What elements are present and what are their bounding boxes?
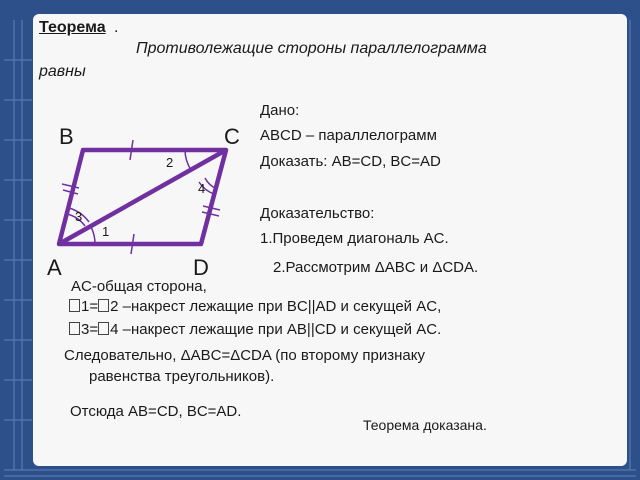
- slide: [33, 14, 627, 466]
- diagonal-ac: [59, 150, 226, 244]
- vertex-label-d: D: [193, 255, 209, 280]
- proof-result: Отсюда AB=CD, BC=AD.: [70, 403, 242, 420]
- proof-common-side: AC-общая сторона,: [71, 278, 207, 295]
- proof-label: Доказательство:: [260, 205, 375, 222]
- angle-number-2: 2: [166, 155, 174, 170]
- prove-text: Доказать: AB=CD, BC=AD: [260, 153, 441, 170]
- theorem-statement-line1: Противолежащие стороны параллелограмма: [136, 40, 487, 57]
- vertex-label-b: B: [59, 124, 74, 149]
- angle-arc-1: [91, 227, 95, 244]
- angle-number-1: 1: [102, 224, 110, 239]
- proof-conclusion-line1: Следовательно, ΔABC=ΔCDA (по второму признаку: [64, 347, 425, 364]
- theorem-label: Теорема: [39, 19, 106, 36]
- proof-angles-1-2: [69, 298, 441, 315]
- vertex-label-a: A: [47, 255, 62, 280]
- angle-symbol-icon: [98, 322, 109, 335]
- angle-arc-2: [185, 150, 191, 170]
- given-text: ABCD – параллелограмм: [260, 127, 437, 144]
- proof-angles-3-4: [69, 321, 441, 338]
- vertex-label-c: C: [224, 124, 240, 149]
- proof-step-1: 1.Проведем диагональ AC.: [260, 230, 449, 247]
- angles-3-4-part-a: 3=: [81, 321, 99, 338]
- proof-conclusion-line2: равенства треугольников).: [89, 368, 275, 385]
- angles-1-2-part-b: 2 –накрест лежащие при BC||AD и секущей AC,: [110, 298, 442, 315]
- given-label: Дано:: [260, 102, 300, 119]
- theorem-statement-line2: равны: [39, 63, 86, 80]
- proof-qed: Теорема доказана.: [363, 417, 487, 433]
- angles-3-4-part-b: 4 –накрест лежащие при AB||CD и секущей AC.: [110, 321, 442, 338]
- angle-number-4: 4: [198, 181, 206, 196]
- angle-symbol-icon: [98, 299, 109, 312]
- angles-1-2-part-a: 1=: [81, 298, 99, 315]
- angle-symbol-icon: [69, 322, 80, 335]
- theorem-label-dot: .: [114, 19, 119, 36]
- angle-symbol-icon: [69, 299, 80, 312]
- proof-step-2: 2.Рассмотрим ΔABC и ΔCDA.: [273, 259, 479, 276]
- angle-number-3: 3: [75, 209, 83, 224]
- parallelogram-figure: [33, 14, 263, 294]
